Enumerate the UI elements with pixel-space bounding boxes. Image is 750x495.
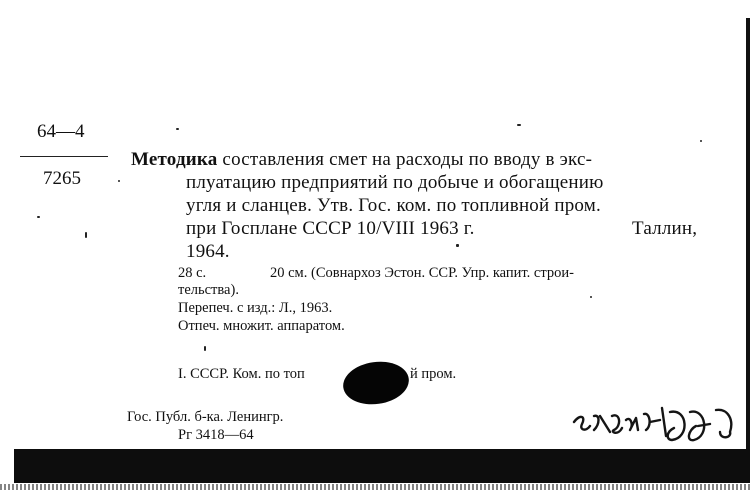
entry-line-3: угля и сланцев. Утв. Гос. ком. по топливной пром. (186, 195, 601, 216)
scan-speck (176, 128, 179, 130)
pages: 28 с. (178, 265, 207, 281)
scan-speck (118, 180, 120, 182)
call-number-top: 64—4 (37, 121, 85, 142)
scan-border-pattern (0, 484, 750, 490)
entry-line-1-rest: составления смет на расходы по вводу в экс- (217, 149, 593, 170)
scan-speck (517, 124, 521, 126)
card-right-edge (746, 18, 750, 449)
entry-line-1 (131, 148, 592, 171)
size-series: 20 см. (Совнархоз Эстон. ССР. Упр. капит. строи- (270, 265, 574, 281)
card-bottom-edge (14, 449, 750, 483)
call-number-bottom: 7265 (43, 168, 81, 189)
call-number-divider (20, 156, 108, 157)
scan-speck (85, 232, 87, 238)
handwritten-signature (570, 402, 742, 446)
printing-note: Отпеч. множит. аппаратом. (178, 318, 345, 334)
ink-blot (340, 358, 411, 409)
entry-line-4-left: при Госплане СССР 10/VIII 1963 г. (186, 218, 475, 239)
entry-line-2: плуатацию предприятий по добыче и обогащению (186, 172, 604, 193)
entry-line-4-right: Таллин, (632, 218, 698, 239)
subject-heading-right: й пром. (410, 366, 457, 382)
entry-line-5: 1964. (186, 241, 230, 262)
series-continued: тельства). (178, 282, 239, 298)
scan-speck (700, 140, 702, 142)
subject-heading-left: I. СССР. Ком. по топ (178, 366, 305, 382)
order-number: Рг 3418—64 (178, 427, 254, 443)
reprint-note: Перепеч. с изд.: Л., 1963. (178, 300, 333, 316)
scan-speck (204, 346, 206, 351)
scan-speck (456, 244, 459, 247)
entry-title: Методика (131, 149, 218, 170)
library-name: Гос. Публ. б-ка. Ленингр. (127, 409, 284, 425)
scan-speck (590, 296, 592, 298)
scan-speck (37, 216, 40, 218)
